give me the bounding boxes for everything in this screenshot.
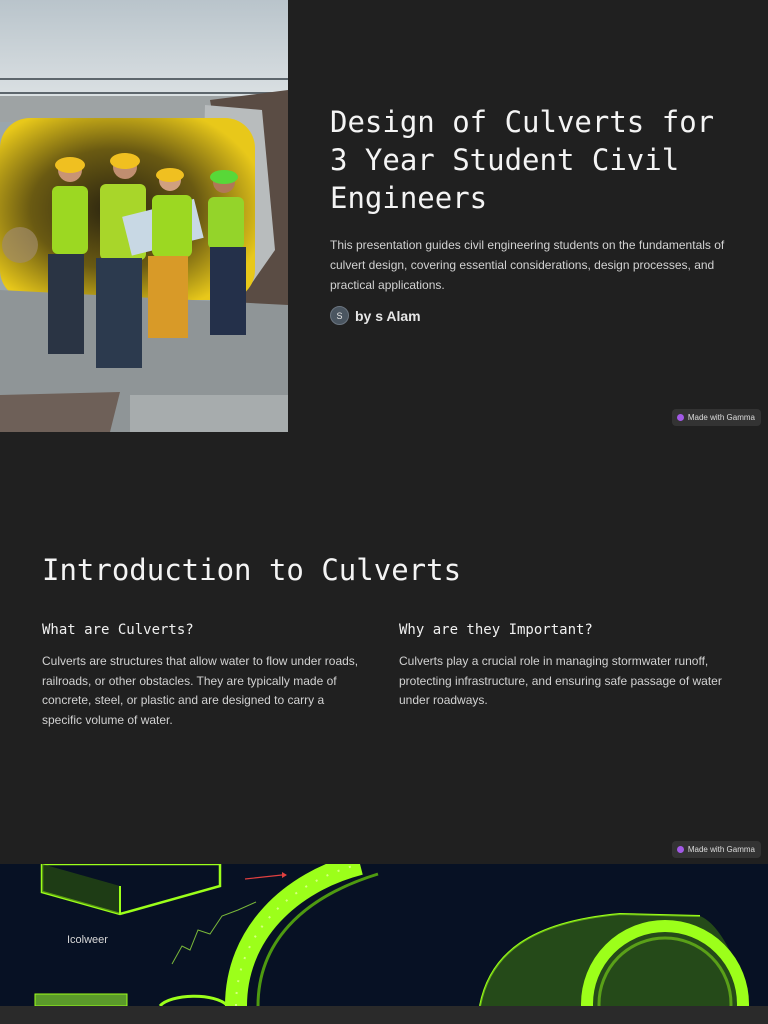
badge-label: Made with Gamma bbox=[687, 845, 755, 854]
author-byline bbox=[330, 306, 421, 325]
gamma-logo-icon bbox=[677, 846, 684, 853]
column-heading: What are Culverts? bbox=[42, 622, 194, 638]
badge-label: Made with Gamma bbox=[687, 413, 755, 422]
presentation-title: Design of Culverts for 3 Year Student Civil Engineers bbox=[330, 105, 715, 215]
engineers-at-culvert-photo bbox=[0, 0, 288, 432]
author-name: by s Alam bbox=[355, 307, 421, 324]
column-what-are-culverts bbox=[42, 622, 362, 730]
column-body: Culverts play a crucial role in managing stormwater runoff, protecting infrastructure, and ensuring safe passage of water under roadways. bbox=[399, 654, 722, 707]
slide-introduction bbox=[0, 432, 768, 864]
slide-culvert-illustration bbox=[0, 864, 768, 1006]
bottom-strip bbox=[0, 1006, 768, 1024]
column-heading: Why are they Important? bbox=[399, 622, 593, 638]
avatar: S bbox=[330, 306, 349, 325]
slide-title bbox=[0, 0, 768, 432]
presentation-description: This presentation guides civil engineering students on the fundamentals of culvert design, covering essential considerations, design processes, and practical applications. bbox=[330, 238, 725, 292]
column-why-important bbox=[399, 622, 729, 711]
made-with-gamma-badge[interactable] bbox=[672, 409, 761, 426]
section-title: Introduction to Culverts bbox=[42, 553, 462, 587]
illustration-label: Icolweer bbox=[67, 934, 108, 946]
column-body: Culverts are structures that allow water to flow under roads, railroads, or other obstacles. They are typically made of concrete, steel, or plastic and are designed to carry a specific volume of water. bbox=[42, 654, 359, 727]
neon-culvert-illustration bbox=[0, 864, 768, 1006]
made-with-gamma-badge[interactable] bbox=[672, 841, 761, 858]
gamma-logo-icon bbox=[677, 414, 684, 421]
